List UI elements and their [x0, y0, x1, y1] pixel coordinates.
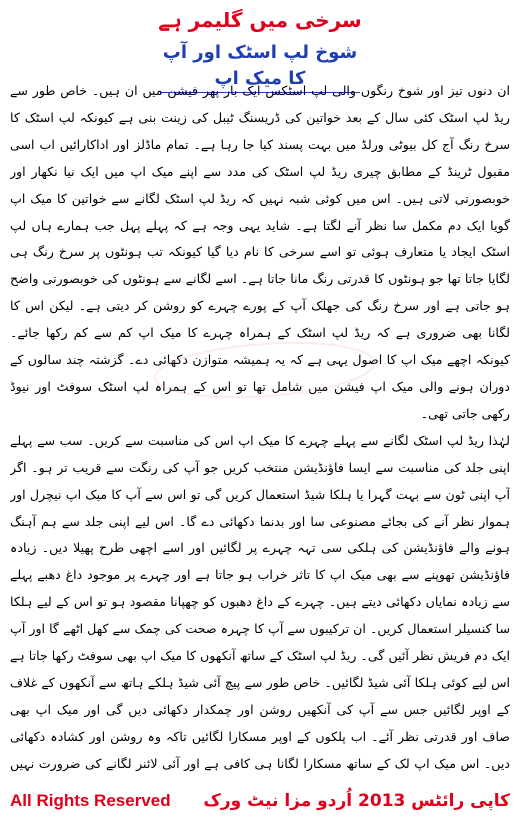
- footer: [10, 786, 510, 816]
- copyright-credit: کاپی رائٹس 2013 اُردو مزا نیٹ ورک: [203, 791, 510, 811]
- copyright-text: All Rights Reserved: [10, 791, 171, 810]
- article-paragraph: ان دنوں تیز اور شوخ رنگوں والی لپ اسٹکس ایک بار پھر فیشن میں ان ہیں۔ خاص طور سے ریڈ لپ اسٹک کئی سال کے بعد خواتین کی ڈریسنگ ٹیبل کی زینت بنی ہے کیونکہ لپ اسٹک کا سرخ رنگ آج کل بیوٹی ورلڈ میں بہت پسند کیا جا رہا ہے۔ تمام ماڈلز اور اداکارائیں اب اسی مقبول ٹرینڈ کے مطابق چیری ریڈ لپ اسٹک کی مدد سے اپنے میک اپ میں ایک نیا نکھار اور خوبصورتی لاتی ہیں۔ اس میں کوئی شبہ نہیں کہ ریڈ لپ اسٹک لگانے سے خواتین کا میک اپ گویا ایک دم مکمل سا نظر آنے لگتا ہے۔ شاید یہی وجہ ہے کہ پہلے پہل جب ہمارے ہاں لپ اسٹک ایجاد یا متعارف ہوئی تو اسے سرخی کا نام دیا گیا کیونکہ تب ہونٹوں پر سرخ رنگ ہی لگایا جاتا تھا جو ہونٹوں کا قدرتی رنگ مانا جاتا ہے۔ اسے لگانے سے ہونٹوں کی خوبصورتی واضح ہو جاتی ہے اور سرخ رنگ کی جھلک آپ کے پورے چہرے کو روشن کر دیتی ہے۔ لیکن اس کا لگانا بھی ضروری ہے کہ ریڈ لپ اسٹک کے ہمراہ چہرے کا میک اپ کم سے کم رکھا جائے۔ کیونکہ اچھے میک اپ کا اصول یہی ہے کہ یہ ہمیشہ متوازن دکھائی دے۔ گزشتہ چند سالوں کے دوران ہونے والی میک اپ فیشن میں شامل تھا تو اس کے ہمراہ لپ اسٹک سوفٹ اور نیوڈ رکھی جاتی تھی۔: [10, 83, 510, 421]
- article-paragraph: لہٰذا ریڈ لپ اسٹک لگانے سے پہلے چہرے کا میک اپ اس کی مناسبت سے کریں۔ سب سے پہلے اپنی جلد کی مناسبت سے ایسا فاؤنڈیشن منتخب کریں جو آپ کی رنگت سے قریب تر ہو۔ اگر آپ اپنی ٹون سے بہت گہرا یا ہلکا شیڈ استعمال کریں گی تو اس سے آپ کا میک اپ نیچرل اور ہموار نظر آنے کی بجائے مصنوعی سا اور بدنما دکھائی دے گا۔ اس لیے اپنی جلد سے ہم آہنگ ہونے والے فاؤنڈیشن کی ہلکی سی تہہ چہرے پر لگائیں اور اسے اچھی طرح پھیلا دیں۔ زیادہ فاؤنڈیشن تھوپنے سے بھی میک اپ کا تاثر خراب ہو جاتا ہے اور چہرے پر موجود داغ دھبے پہلے سے زیادہ نمایاں دکھائی دیتے ہیں۔ چہرے کے داغ دھبوں کو چھپانا مقصود ہو تو اس کے لیے ہلکا سا کنسیلر استعمال کریں۔ ان ترکیبوں سے آپ کا چہرہ صحت کی چمک سے کھل اٹھے گا اور آپ ایک دم فریش نظر آئیں گی۔ ریڈ لپ اسٹک کے ساتھ آنکھوں کا میک اپ بھی سوفٹ رکھا جاتا ہے اس لیے کوئی ہلکا آئی شیڈ لگائیں۔ خاص طور سے پیچ آئی شیڈ ہلکے ہاتھ سے آنکھوں کے غلاف کے اوپر لگائیں جس سے آپ کی آنکھیں روشن اور چمکدار دکھائی دیں گی اور میک اپ بھی صاف اور قدرتی نظر آئے۔ اب پلکوں کے اوپر مسکارا لگائیں تاکہ وہ روشن اور کشادہ دکھائی دیں۔ اس میک اپ لک کے ساتھ مسکارا لگانا ہی کافی ہے اور آئی لائنر لگانے کی ضرورت نہیں: [10, 432, 510, 771]
- article-title: سرخی میں گلیمر ہے: [158, 8, 362, 32]
- article-body: [10, 78, 510, 778]
- article-subtitle: شوخ لپ اسٹک اور آپ کا میک اپ: [160, 40, 360, 93]
